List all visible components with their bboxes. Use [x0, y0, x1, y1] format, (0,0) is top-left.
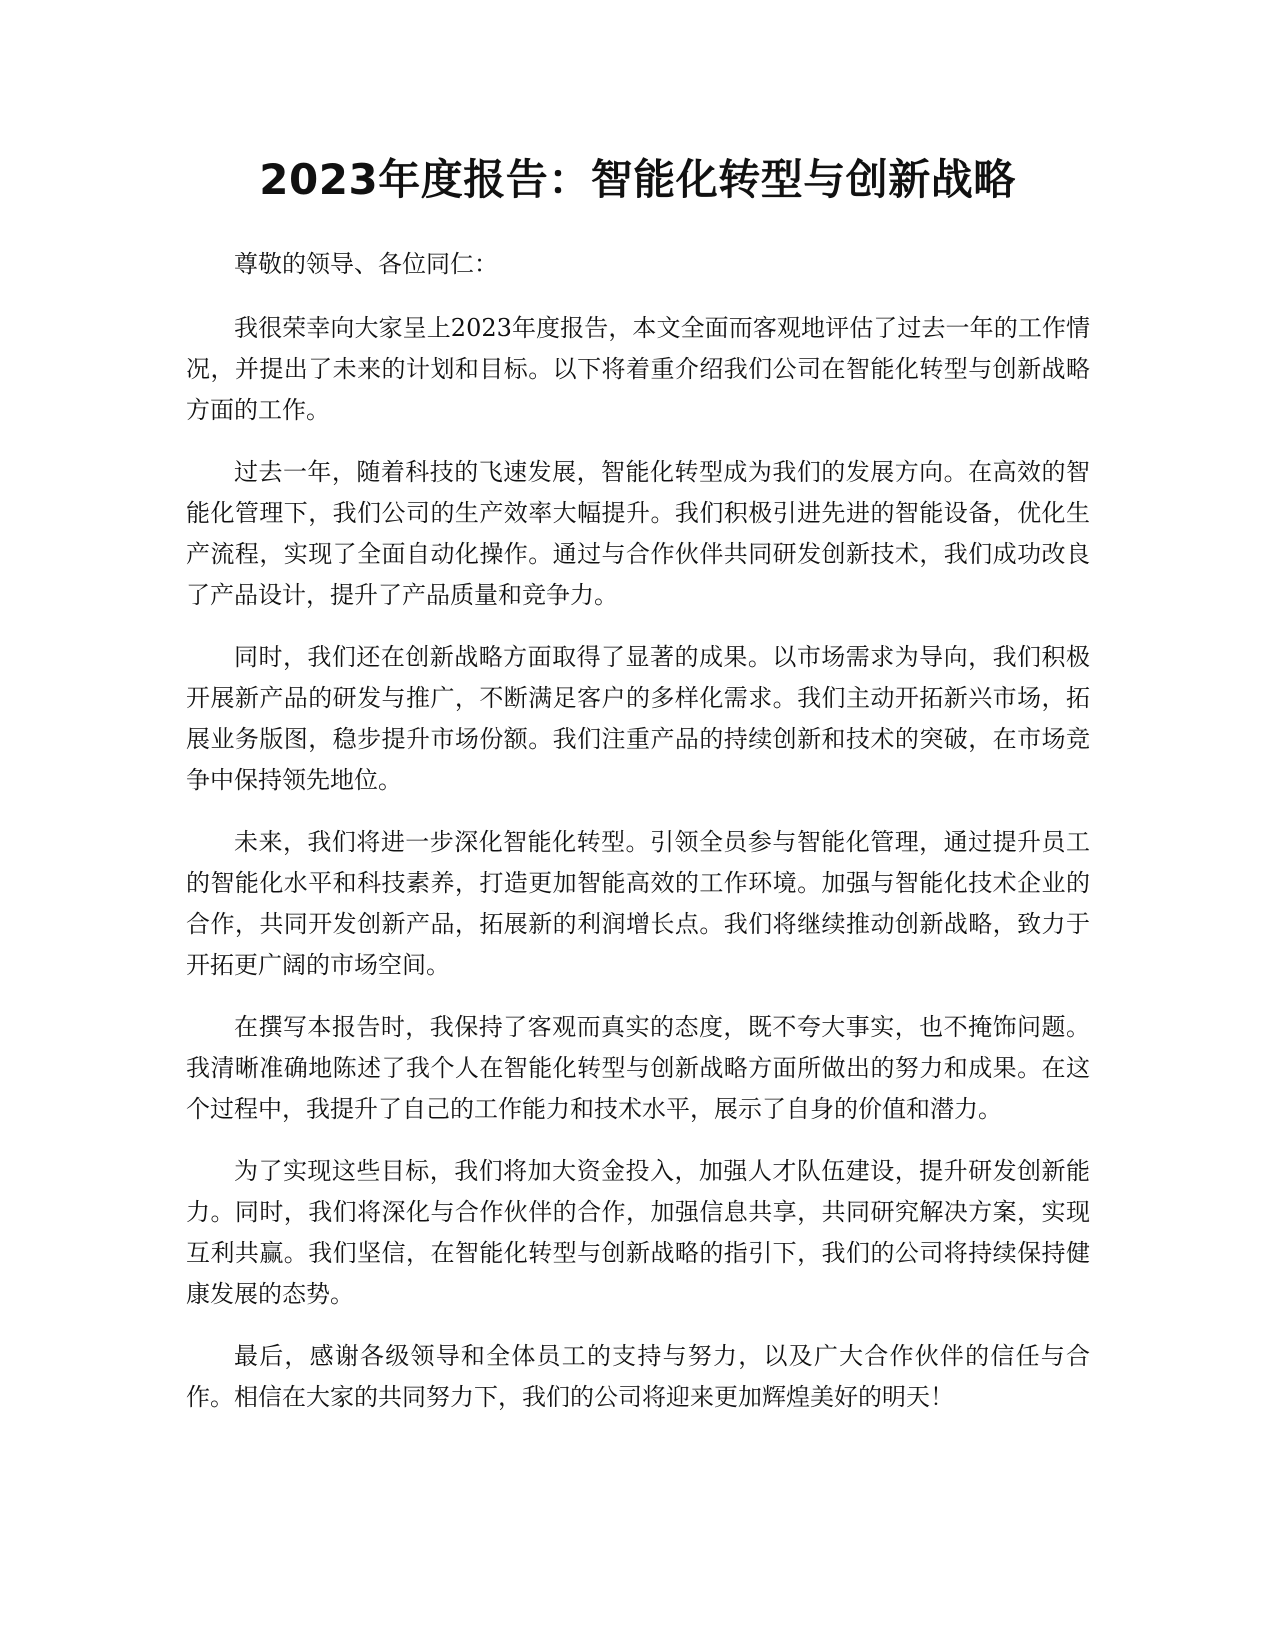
document-title: 2023年度报告：智能化转型与创新战略	[259, 155, 1016, 204]
paragraph-intro: 我很荣幸向大家呈上2023年度报告，本文全面而客观地评估了过去一年的工作情况，并提出了未来的计划和目标。以下将着重介绍我们公司在智能化转型与创新战略方面的工作。	[186, 314, 1090, 424]
paragraph-reflection: 在撰写本报告时，我保持了客观而真实的态度，既不夸大事实，也不掩饰问题。我清晰准确地陈述了我个人在智能化转型与创新战略方面所做出的努力和成果。在这个过程中，我提升了自己的工作能力和技术水平，展示了自身的价值和潜力。	[186, 1013, 1090, 1123]
document-body	[186, 244, 1090, 1439]
paragraph-closing: 最后，感谢各级领导和全体员工的支持与努力，以及广大合作伙伴的信任与合作。相信在大家的共同努力下，我们的公司将迎来更加辉煌美好的明天！	[186, 1342, 1090, 1411]
paragraph-innovation-strategy: 同时，我们还在创新战略方面取得了显著的成果。以市场需求为导向，我们积极开展新产品的研发与推广，不断满足客户的多样化需求。我们主动开拓新兴市场，拓展业务版图，稳步提升市场份额。我们注重产品的持续创新和技术的突破，在市场竞争中保持领先地位。	[186, 643, 1090, 794]
paragraph-intelligent-transformation: 过去一年，随着科技的飞速发展，智能化转型成为我们的发展方向。在高效的智能化管理下，我们公司的生产效率大幅提升。我们积极引进先进的智能设备，优化生产流程，实现了全面自动化操作。通过与合作伙伴共同研发创新技术，我们成功改良了产品设计，提升了产品质量和竞争力。	[186, 458, 1090, 609]
paragraph-future-plans: 未来，我们将进一步深化智能化转型。引领全员参与智能化管理，通过提升员工的智能化水平和科技素养，打造更加智能高效的工作环境。加强与智能化技术企业的合作，共同开发创新产品，拓展新的利润增长点。我们将继续推动创新战略，致力于开拓更广阔的市场空间。	[186, 828, 1090, 979]
paragraph-goals: 为了实现这些目标，我们将加大资金投入，加强人才队伍建设，提升研发创新能力。同时，我们将深化与合作伙伴的合作，加强信息共享，共同研究解决方案，实现互利共赢。我们坚信，在智能化转型与创新战略的指引下，我们的公司将持续保持健康发展的态势。	[186, 1157, 1090, 1308]
salutation: 尊敬的领导、各位同仁：	[234, 250, 498, 278]
